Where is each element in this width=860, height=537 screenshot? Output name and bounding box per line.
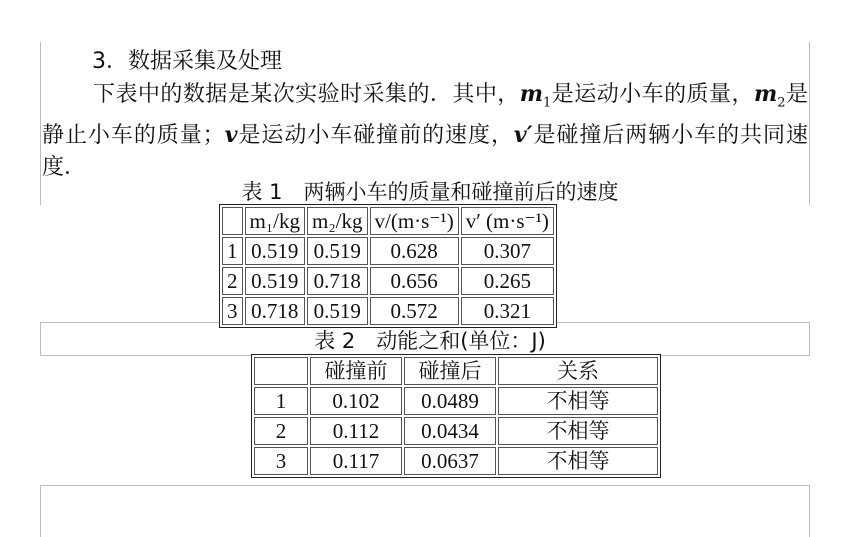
table-cell: 0.519	[307, 237, 368, 265]
header-cell: m₁/kg	[245, 207, 306, 235]
table1	[219, 204, 557, 328]
paragraph-text: 是碰撞后两辆小车的共同速度．	[42, 123, 808, 181]
header-cell: v/(m·s⁻¹)	[370, 207, 459, 235]
table-cell: 0.572	[370, 297, 459, 325]
header-cell	[254, 357, 308, 385]
header-cell	[222, 207, 243, 235]
table-cell: 3	[222, 297, 243, 325]
table-cell: 0.519	[307, 297, 368, 325]
table-cell: 0.321	[461, 297, 554, 325]
paragraph-text: 是运动小车的质量，	[551, 82, 754, 107]
header-cell: 关系	[498, 357, 658, 385]
table-cell: 0.628	[370, 237, 459, 265]
table-cell: 0.265	[461, 267, 554, 295]
table-cell: 0.718	[307, 267, 368, 295]
description-paragraph	[42, 78, 808, 184]
table-cell: 0.0434	[404, 417, 496, 445]
table-cell: 1	[254, 387, 308, 415]
table-cell: 0.718	[245, 297, 306, 325]
symbol-m2: m	[753, 81, 778, 107]
table-cell: 0.102	[310, 387, 402, 415]
table-header-row	[254, 357, 658, 385]
symbol-v-prime: v′	[513, 122, 533, 149]
table-row	[222, 267, 554, 295]
table-cell: 0.307	[461, 237, 554, 265]
table2-caption: 表 2 动能之和(单位：J)	[314, 329, 546, 353]
paragraph-text: 是运动小车碰撞前的速度，	[237, 123, 514, 149]
header-cell: v′ (m·s⁻¹)	[461, 207, 554, 235]
content-frame-bottom	[40, 485, 810, 537]
table-header-row	[222, 207, 554, 235]
table-cell: 2	[222, 267, 243, 295]
symbol-m1: m	[519, 81, 544, 107]
paragraph-text: 是静止小车的质量；	[42, 82, 808, 149]
table-cell: 0.0489	[404, 387, 496, 415]
header-cell: m₂/kg	[307, 207, 368, 235]
symbol-v: v	[224, 122, 238, 149]
table-cell: 3	[254, 447, 308, 475]
section-heading: 3．数据采集及处理	[92, 49, 282, 74]
table-cell: 1	[222, 237, 243, 265]
table-cell: 0.117	[310, 447, 402, 475]
table-cell: 不相等	[498, 417, 658, 445]
paragraph-text: 下表中的数据是某次实验时采集的．其中，	[93, 82, 520, 107]
table-cell: 0.0637	[404, 447, 496, 475]
table-row	[222, 237, 554, 265]
table-row	[254, 387, 658, 415]
table-cell: 0.519	[245, 267, 306, 295]
table-row	[222, 297, 554, 325]
header-cell: 碰撞前	[310, 357, 402, 385]
table1-caption: 表 1 两辆小车的质量和碰撞前后的速度	[241, 180, 619, 204]
table-cell: 2	[254, 417, 308, 445]
header-cell: 碰撞后	[404, 357, 496, 385]
table-cell: 0.112	[310, 417, 402, 445]
table-cell: 0.656	[370, 267, 459, 295]
table2	[251, 354, 661, 478]
table-cell: 不相等	[498, 387, 658, 415]
table-cell: 0.519	[245, 237, 306, 265]
table-cell: 不相等	[498, 447, 658, 475]
table-row	[254, 417, 658, 445]
subscript-2: 2	[777, 95, 786, 111]
table-row	[254, 447, 658, 475]
subscript-1: 1	[543, 95, 552, 111]
